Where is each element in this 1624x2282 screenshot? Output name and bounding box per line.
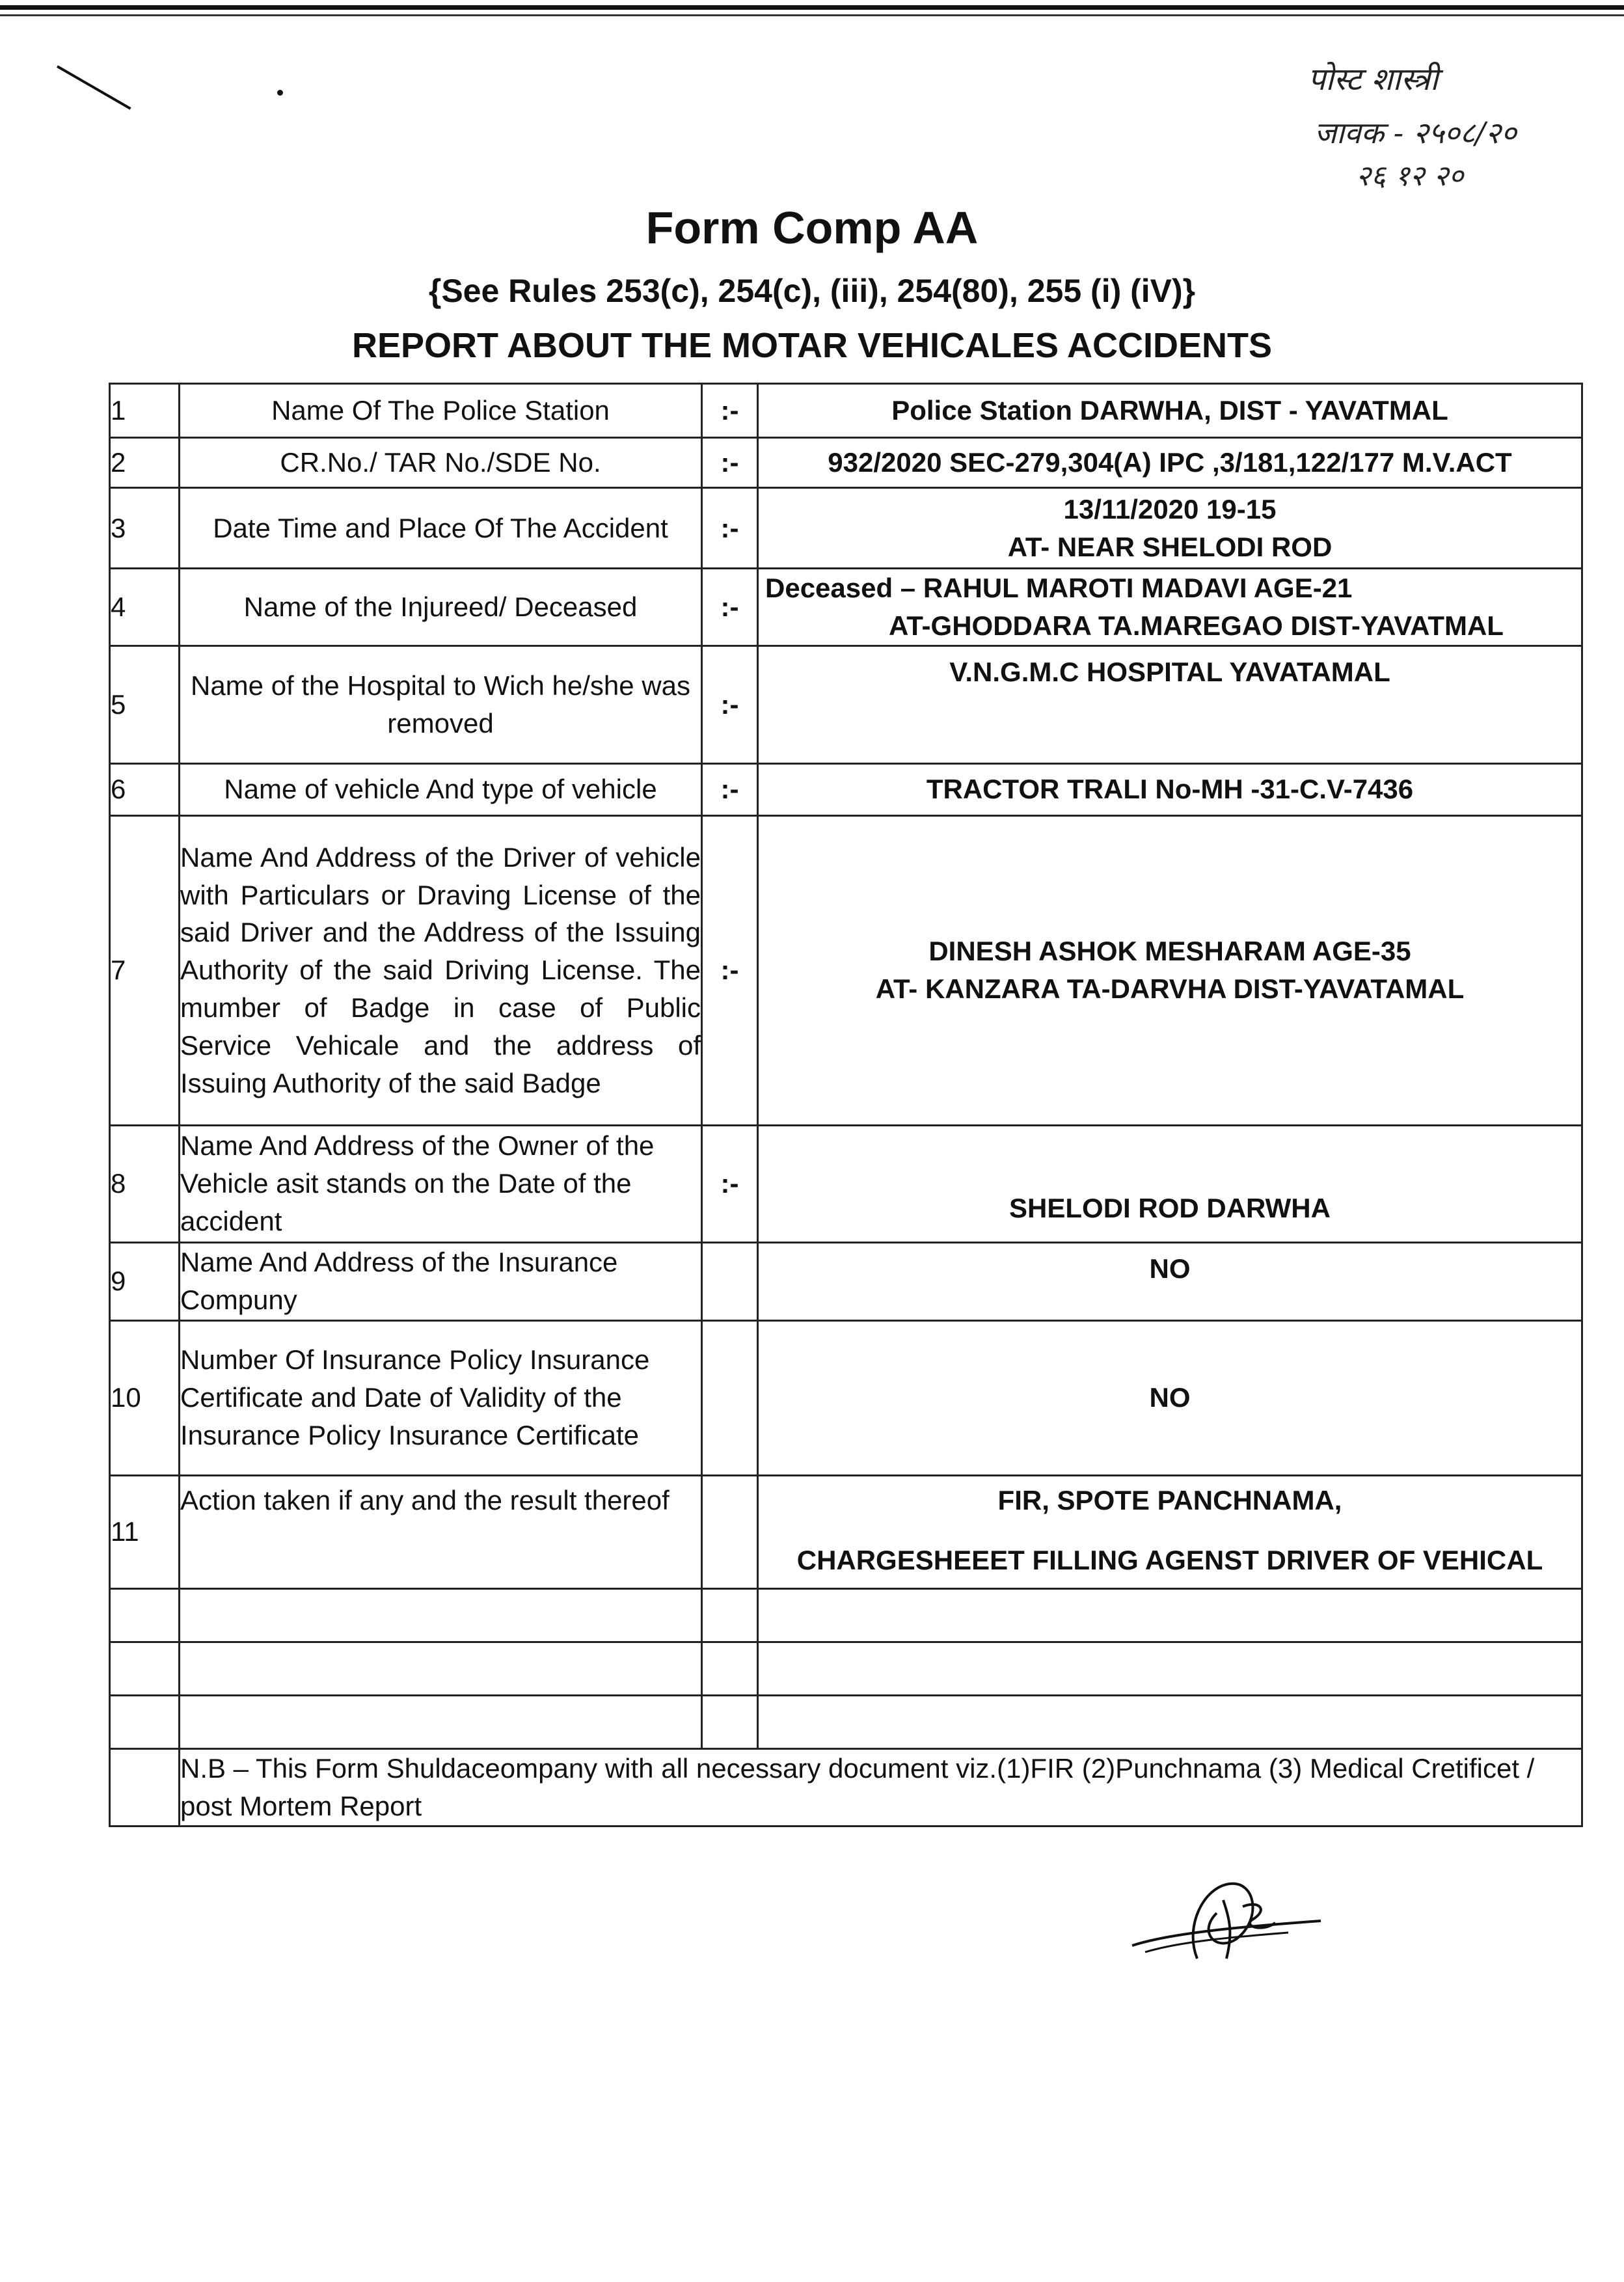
driver-name: DINESH ASHOK MESHARAM AGE-35 <box>928 936 1411 967</box>
pen-mark <box>57 65 131 109</box>
signature <box>1119 1861 1327 1978</box>
table-row <box>110 438 1582 488</box>
row-separator: :- <box>702 763 758 815</box>
table-row <box>110 1125 1582 1242</box>
table-row <box>110 1242 1582 1320</box>
row-label: Name of the Injureed/ Deceased <box>180 569 702 646</box>
row-number: 1 <box>110 384 180 438</box>
row-number: 11 <box>110 1475 180 1588</box>
deceased-address: AT-GHODDARA TA.MAREGAO DIST-YAVATMAL <box>889 610 1504 641</box>
row-label: Number Of Insurance Policy Insurance Certificate and Date of Validity of the Insurance Policy Insurance Certificate <box>180 1320 702 1475</box>
row-value: SHELODI ROD DARWHA <box>758 1125 1582 1242</box>
row-separator <box>702 1242 758 1320</box>
handwritten-annotation-2: जावक - २५०८/२० <box>1314 115 1517 150</box>
empty-cell <box>110 1642 180 1695</box>
row-label: Name Of The Police Station <box>180 384 702 438</box>
row-number: 8 <box>110 1125 180 1242</box>
empty-cell <box>180 1588 702 1642</box>
handwritten-annotation-1: पोस्ट शास्त्री <box>1308 61 1439 98</box>
empty-cell <box>758 1695 1582 1748</box>
spacer <box>759 1519 1581 1542</box>
empty-cell <box>702 1588 758 1642</box>
empty-cell <box>110 1695 180 1748</box>
row-number: 5 <box>110 645 180 763</box>
row-label: Name And Address of the Insurance Compuny <box>180 1242 702 1320</box>
action-taken: FIR, SPOTE PANCHNAMA, <box>997 1484 1342 1515</box>
empty-cell <box>180 1695 702 1748</box>
accident-place: AT- NEAR SHELODI ROD <box>1007 531 1333 562</box>
row-separator <box>702 1475 758 1588</box>
row-separator: :- <box>702 569 758 646</box>
row-label: Action taken if any and the result thereof <box>180 1475 702 1588</box>
note-row <box>110 1748 1582 1826</box>
row-value: NO <box>758 1320 1582 1475</box>
rules-reference: {See Rules 253(c), 254(c), (iii), 254(80), 255 (i) (iV)} <box>428 273 1196 309</box>
table-row <box>110 763 1582 815</box>
empty-row <box>110 1695 1582 1748</box>
form-title: Form Comp AA <box>645 202 979 253</box>
row-number: 3 <box>110 488 180 569</box>
row-label: CR.No./ TAR No./SDE No. <box>180 438 702 488</box>
row-number: 6 <box>110 763 180 815</box>
table-row <box>110 645 1582 763</box>
row-separator: :- <box>702 438 758 488</box>
handwritten-annotation-3: २६ १२ २० <box>1356 159 1464 193</box>
row-number: 4 <box>110 569 180 646</box>
form-note: N.B – This Form Shuldaceompany with all necessary document viz.(1)FIR (2)Punchnama (3) Medical Cretificet / post Mortem Report <box>180 1748 1582 1826</box>
empty-row <box>110 1588 1582 1642</box>
row-label: Name of vehicle And type of vehicle <box>180 763 702 815</box>
row-separator: :- <box>702 815 758 1125</box>
row-value: V.N.G.M.C HOSPITAL YAVATAMAL <box>758 645 1582 763</box>
row-value-block <box>758 815 1582 1125</box>
top-border-line-thin <box>0 14 1624 16</box>
row-value-block <box>758 1475 1582 1588</box>
row-number: 10 <box>110 1320 180 1475</box>
empty-cell <box>702 1695 758 1748</box>
table-row <box>110 1320 1582 1475</box>
row-number: 2 <box>110 438 180 488</box>
row-number: 7 <box>110 815 180 1125</box>
row-label: Name And Address of the Driver of vehicle with Particulars or Draving License of the said Driver and the Address of the Issuing Authority of the said Driving License. The mumber of Badge in case of Public Service Vehicale and the address of Issuing Authority of the said Badge <box>180 815 702 1125</box>
row-value: Police Station DARWHA, DIST - YAVATMAL <box>758 384 1582 438</box>
ink-dot <box>277 90 283 96</box>
empty-cell <box>110 1588 180 1642</box>
accident-date-time: 13/11/2020 19-15 <box>1063 493 1277 524</box>
row-value: TRACTOR TRALI No-MH -31-C.V-7436 <box>758 763 1582 815</box>
table-row <box>110 488 1582 569</box>
table-row <box>110 384 1582 438</box>
row-label: Name And Address of the Owner of the Vehicle asit stands on the Date of the accident <box>180 1125 702 1242</box>
action-result: CHARGESHEEET FILLING AGENST DRIVER OF VEHICAL <box>796 1544 1543 1575</box>
table-row <box>110 1475 1582 1588</box>
accident-report-table <box>109 383 1583 1827</box>
row-separator <box>702 1320 758 1475</box>
top-border-line <box>0 5 1624 10</box>
row-number: 9 <box>110 1242 180 1320</box>
row-value-block <box>758 569 1582 646</box>
empty-cell <box>758 1588 1582 1642</box>
table-row <box>110 815 1582 1125</box>
row-value-block <box>758 488 1582 569</box>
row-value: NO <box>758 1242 1582 1320</box>
row-separator: :- <box>702 645 758 763</box>
driver-address: AT- KANZARA TA-DARVHA DIST-YAVATAMAL <box>875 973 1465 1005</box>
row-value: 932/2020 SEC-279,304(A) IPC ,3/181,122/177 M.V.ACT <box>758 438 1582 488</box>
row-label: Date Time and Place Of The Accident <box>180 488 702 569</box>
table-row <box>110 569 1582 646</box>
empty-cell <box>758 1642 1582 1695</box>
empty-cell <box>702 1642 758 1695</box>
row-separator: :- <box>702 384 758 438</box>
report-title: REPORT ABOUT THE MOTAR VEHICALES ACCIDENTS <box>351 326 1273 365</box>
empty-cell <box>180 1642 702 1695</box>
empty-row <box>110 1642 1582 1695</box>
row-separator: :- <box>702 1125 758 1242</box>
row-separator: :- <box>702 488 758 569</box>
row-label: Name of the Hospital to Wich he/she was removed <box>180 645 702 763</box>
deceased-name: Deceased – RAHUL MAROTI MADAVI AGE-21 <box>765 573 1353 603</box>
empty-cell <box>110 1748 180 1826</box>
